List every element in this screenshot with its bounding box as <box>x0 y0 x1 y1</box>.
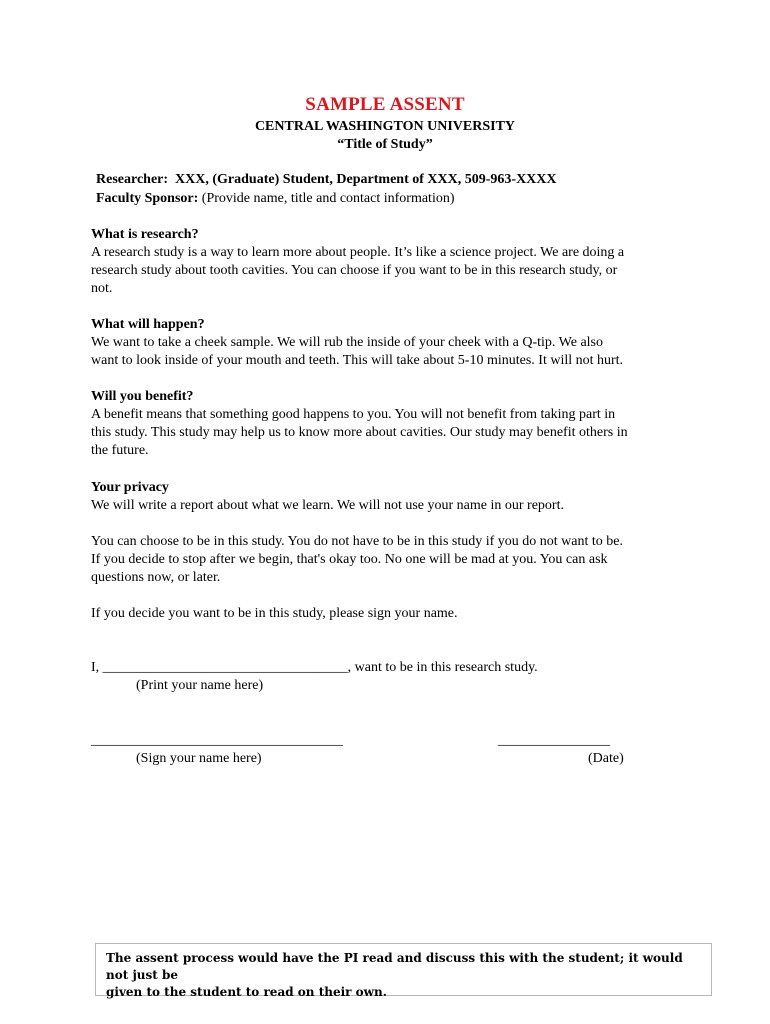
sign-instruction: If you decide you want to be in this study, please sign your name. <box>91 606 458 621</box>
date-caption: (Date) <box>588 751 624 766</box>
study-title: “Title of Study” <box>337 137 433 152</box>
section-line: the future. <box>91 443 149 458</box>
section-what-will-happen <box>91 316 681 370</box>
sponsor-label: Faculty Sponsor: <box>96 191 199 206</box>
section-line: A benefit means that something good happens to you. You will not benefit from taking part in <box>91 407 616 422</box>
section-what-is-research <box>91 226 681 298</box>
section-heading: Your privacy <box>91 480 169 495</box>
section-will-you-benefit <box>91 388 681 460</box>
signature-line[interactable]: ____________________________________ <box>91 733 343 748</box>
document-title: SAMPLE ASSENT <box>305 94 465 115</box>
researcher-line <box>96 171 557 189</box>
researcher-label: Researcher: <box>96 172 169 187</box>
section-line: We want to take a cheek sample. We will rub the inside of your cheek with a Q-tip. We also <box>91 335 604 350</box>
section-line: A research study is a way to learn more about people. It’s like a science project. We are doing a <box>91 245 625 260</box>
note-line: The assent process would have the PI read and discuss this with the student; it would not just be <box>106 951 683 982</box>
university-name: CENTRAL WASHINGTON UNIVERSITY <box>254 119 516 134</box>
paragraph-line: questions now, or later. <box>91 570 221 585</box>
section-line: We will write a report about what we learn. We will not use your name in our report. <box>91 498 564 513</box>
note-line: given to the student to read on their own. <box>106 985 387 999</box>
print-name-line[interactable]: I, ___________________________________, want to be in this research study. <box>91 660 538 675</box>
signature-caption: (Sign your name here) <box>136 751 262 766</box>
pi-note-box <box>95 943 712 999</box>
section-heading: Will you benefit? <box>91 389 194 404</box>
researcher-value: XXX, (Graduate) Student, Department of XXX, 509-963-XXXX <box>175 172 557 187</box>
paragraph-line: If you decide to stop after we begin, that's okay too. No one will be mad at you. You can ask <box>91 552 608 567</box>
sponsor-line <box>96 190 455 208</box>
section-line: want to look inside of your mouth and teeth. This will take about 5-10 minutes. It will not hurt. <box>91 353 624 368</box>
choice-paragraph <box>91 533 681 587</box>
paragraph-line: You can choose to be in this study. You do not have to be in this study if you do not want to be. <box>91 534 623 549</box>
section-heading: What is research? <box>91 227 199 242</box>
sponsor-value: (Provide name, title and contact information) <box>201 191 455 206</box>
section-line: this study. This study may help us to know more about cavities. Our study may benefit others in <box>91 425 628 440</box>
section-your-privacy <box>91 479 681 515</box>
print-name-caption: (Print your name here) <box>136 678 264 693</box>
section-line: research study about tooth cavities. You can choose if you want to be in this research study, or <box>91 263 618 278</box>
date-line[interactable]: ________________ <box>498 733 610 748</box>
section-heading: What will happen? <box>91 317 205 332</box>
section-line: not. <box>91 281 113 296</box>
